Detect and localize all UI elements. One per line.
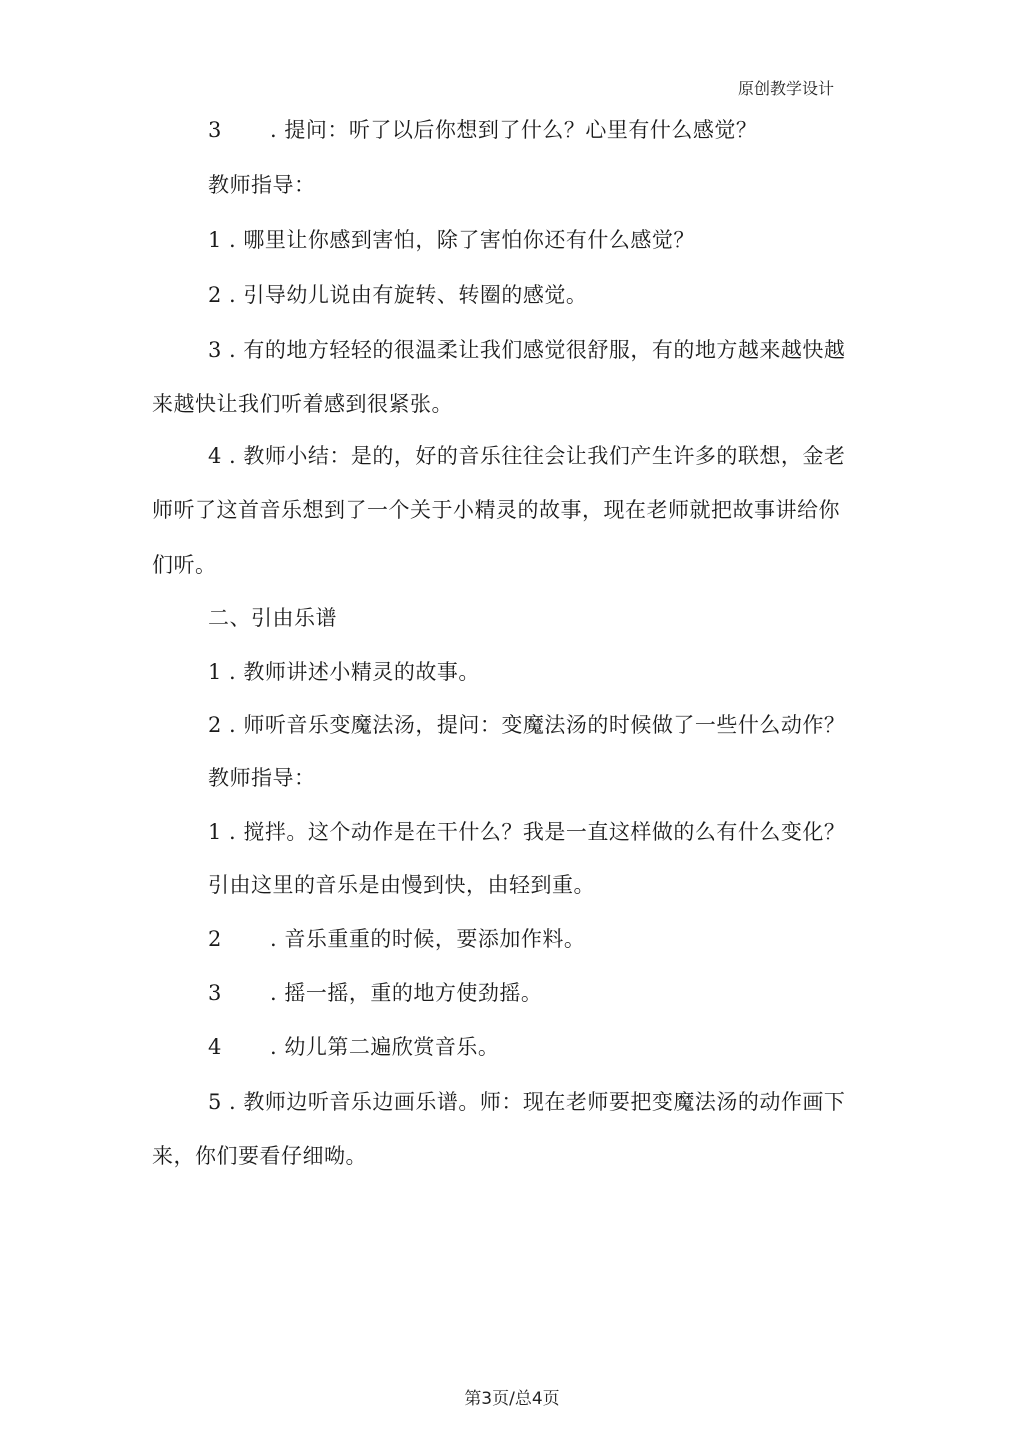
list-number: 3 (208, 981, 222, 1005)
page-header: 原创教学设计 (738, 79, 835, 98)
list-number: 3 (208, 118, 222, 142)
paragraph-line (208, 925, 585, 953)
paragraph-line: 教师指导： (208, 173, 316, 197)
paragraph-line: 引由这里的音乐是由慢到快，由轻到重。 (208, 873, 595, 897)
paragraph-line (208, 1033, 499, 1061)
section-heading: 二、引由乐谱 (208, 606, 337, 630)
list-text: . 摇一摇，重的地方使劲摇。 (270, 981, 543, 1005)
paragraph-line: 2 . 引导幼儿说由有旋转、转圈的感觉。 (208, 283, 588, 307)
paragraph-line: 3 . 有的地方轻轻的很温柔让我们感觉很舒服，有的地方越来越快越 (208, 338, 846, 362)
page-footer: 第3页/总4页 (464, 1389, 560, 1409)
list-text: . 提问：听了以后你想到了什么？心里有什么感觉？ (270, 118, 758, 142)
paragraph-line: 来越快让我们听着感到很紧张。 (152, 392, 453, 416)
paragraph-line: 教师指导： (208, 766, 316, 790)
paragraph-line: 5 . 教师边听音乐边画乐谱。师：现在老师要把变魔法汤的动作画下 (208, 1090, 846, 1114)
list-text: . 音乐重重的时候，要添加作料。 (270, 927, 586, 951)
paragraph-line: 来，你们要看仔细呦。 (152, 1144, 367, 1168)
paragraph-line (208, 979, 542, 1007)
paragraph-line (208, 116, 757, 144)
paragraph-line: 1 . 哪里让你感到害怕，除了害怕你还有什么感觉？ (208, 228, 695, 252)
paragraph-line: 师听了这首音乐想到了一个关于小精灵的故事，现在老师就把故事讲给你 (152, 498, 840, 522)
paragraph-line: 1 . 搅拌。这个动作是在干什么？我是一直这样做的么有什么变化？ (208, 820, 846, 844)
paragraph-line: 1 . 教师讲述小精灵的故事。 (208, 660, 480, 684)
paragraph-line: 4 . 教师小结：是的，好的音乐往往会让我们产生许多的联想，金老 (208, 444, 846, 468)
list-text: . 幼儿第二遍欣赏音乐。 (270, 1035, 500, 1059)
paragraph-line: 们听。 (152, 553, 217, 577)
list-number: 2 (208, 927, 222, 951)
list-number: 4 (208, 1035, 222, 1059)
paragraph-line: 2 . 师听音乐变魔法汤，提问：变魔法汤的时候做了一些什么动作？ (208, 713, 846, 737)
